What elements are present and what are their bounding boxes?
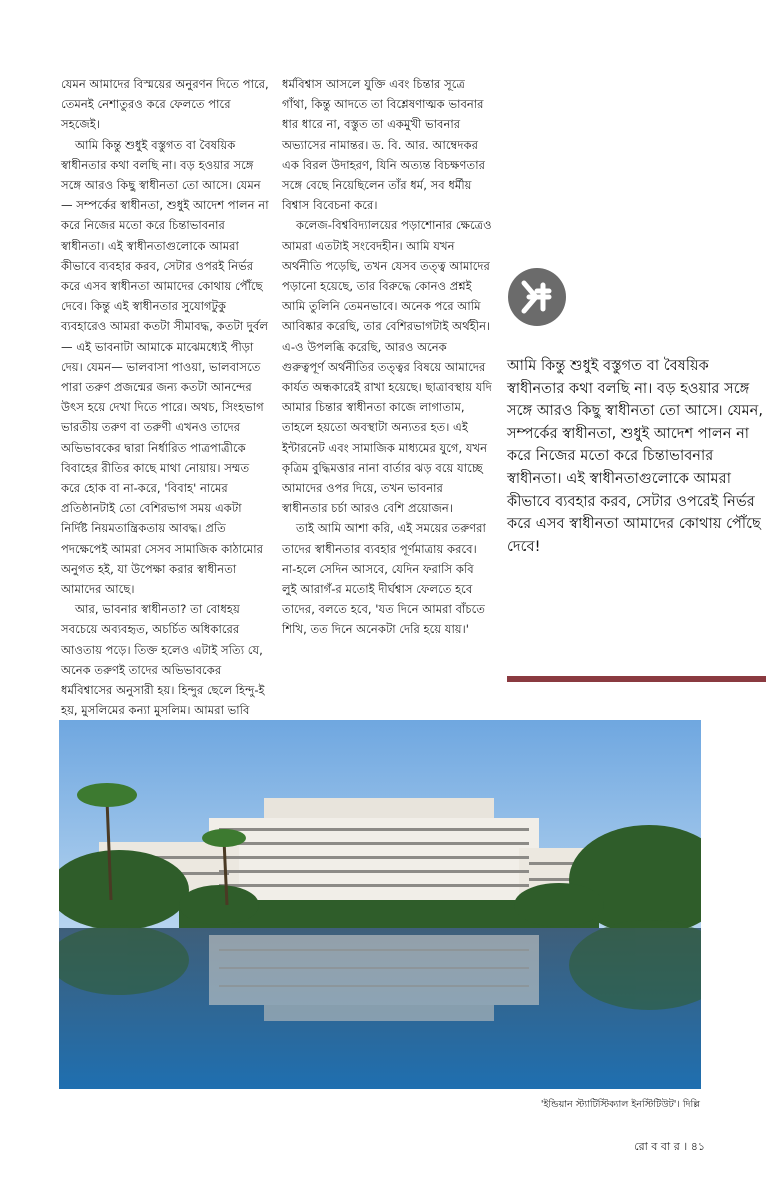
- paragraph: আর, ভাবনার স্বাধীনতা? তা বোধহয় সবচেয়ে অব্যবহৃত, অচর্চিত অধিকারের আওতায় পড়ে। তিক্ত হলেও এটাই সত্যি যে, অনেক তরুণই তাদের অভিভাবকের ধর্মবিশ্বাসের অনুসারী হয়। হিন্দুর ছেলে হিন্দু-ই হয়, মুসলিমের কন্যা মুসলিম। আমরা ভাবি: [61, 602, 265, 718]
- paragraph: যেমন আমাদের বিস্ময়ের অনুরণন দিতে পারে, তেমনই নেশাতুরও করে ফেলতে পারে সহজেই।: [61, 77, 269, 132]
- paragraph: ধর্মবিশ্বাস আসলে যুক্তি এবং চিন্তার সূত্রে গাঁথা, কিন্তু আদতে তা বিশ্লেষণাত্মক ভাবনার ধার ধারে না, বস্তুত তা একমুখী ভাবনার অভ্যাসের নামান্তর। ড. বি. আর. আম্বেদকর এক বিরল উদাহরণ, যিনি অত্যন্ত বিচক্ষণতার সঙ্গে বেছে নিয়েছিলেন তাঁর ধর্ম, সব ধর্মীয় বিশ্বাস বিবেচনা করে।: [282, 77, 485, 213]
- page-folio: রো ব বা র । ৪১: [634, 1140, 705, 1153]
- article-column-1: [61, 74, 271, 741]
- article-column-2: [282, 74, 492, 640]
- paragraph: আমি কিন্তু শুধুই বস্তুগত বা বৈষয়িক স্বাধীনতার কথা বলছি না। বড় হওয়ার সঙ্গে সঙ্গে আরও কিছু স্বাধীনতা তো আসে। যেমন— সম্পর্কের স্বাধীনতা, শুধুই আদেশ পালন না করে নিজের মতো করে চিন্তাভাবনার স্বাধীনতা। এই স্বাধীনতাগুলোকে আমরা কীভাবে ব্যবহার করব, সেটার ওপরই নির্ভর করে এসব স্বাধীনতা আমাদের কোথায় পৌঁছে দেবে। কিন্তু এই স্বাধীনতার সুযোগটুকু ব্যবহারেও আমরা কতটা সীমাবদ্ধ, কতটা দুর্বল— এই ভাবনাটা আমাকে মাঝেমধ্যেই পীড়া দেয়। যেমন— ভালবাসা পাওয়া, ভালবাসতে পারা তরুণ প্রজন্মের জন্য কতটা আনন্দের উৎস হয়ে দেখা দিতে পারে। অথচ, সিংহভাগ ভারতীয় তরুণ বা তরুণী এখনও তাদের অভিভাবকের দ্বারা নির্ধারিত পাত্রপাত্রীকে বিবাহের রীতির কাছে মাথা নোয়ায়। সম্মত করে হোক বা না-করে, 'বিবাহ' নামের প্রতিষ্ঠানটাই তো বেশিরভাগ সময় একটা নির্দিষ্ট নিয়মতান্ত্রিকতায় আবদ্ধ। প্রতি পদক্ষেপেই আমরা সেসব সামাজিক কাঠামোর অনুগত হই, যা উপেক্ষা করার স্বাধীনতা আমাদের আছে।: [61, 137, 269, 597]
- paragraph: তাই আমি আশা করি, এই সময়ের তরুণরা তাদের স্বাধীনতার ব্যবহার পূর্ণমাত্রায় করবে। না-হলে সেদিন আসবে, যেদিন ফরাসি কবি লুই আরাগঁ-র মতোই দীর্ঘশ্বাস ফেলতে হবে তাদের, বলতে হবে, 'যত দিনে আমরা বাঁচতে শিখি, তত দিনে অনেকটা দেরি হয়ে যায়।': [282, 521, 486, 637]
- pull-quote-divider: [507, 676, 766, 682]
- photo-caption: 'ইন্ডিয়ান স্ট্যাটিস্টিক্যাল ইনস্টিটিউট'। দিল্লি: [540, 1099, 700, 1110]
- paragraph: কলেজ-বিশ্ববিদ্যালয়ের পড়াশোনার ক্ষেত্রেও আমরা এতটাই সংবেদহীন। আমি যখন অর্থনীতি পড়েছি, তখন যেসব তত্ত্ব আমাদের পড়ানো হয়েছে, তার বিরুদ্ধে কোনও প্রশ্নই আমি তুলিনি তেমনভাবে। অনেক পরে আমি আবিষ্কার করেছি, তার বেশিরভাগটাই অর্থহীন। এ-ও উপলব্ধি করেছি, আরও অনেক গুরুত্বপূর্ণ অর্থনীতির তত্ত্বর বিষয়ে আমাদের কার্যত অন্ধকারেই রাখা হয়েছে। ছাত্রাবস্থায় যদি আমার চিন্তার স্বাধীনতা কাজে লাগাতাম, তাহলে হয়তো অবস্থাটা অন্যতর হত। এই ইন্টারনেট এবং সামাজিক মাধ্যমের যুগে, যখন কৃত্রিম বুদ্ধিমত্তার নানা বার্তার ঝড় বয়ে যাচ্ছে আমাদের ওপর দিয়ে, তখন ভাবনার স্বাধীনতার চর্চা আরও বেশি প্রয়োজন।: [282, 218, 492, 516]
- institute-photo: [59, 720, 701, 1089]
- section-logo-icon: [507, 267, 567, 327]
- pull-quote: আমি কিন্তু শুধুই বস্তুগত বা বৈষয়িক স্বাধীনতার কথা বলছি না। বড় হওয়ার সঙ্গে সঙ্গে আরও কিছু স্বাধীনতা তো আসে। যেমন, সম্পর্কের স্বাধীনতা, শুধুই আদেশ পালন না করে নিজের মতো করে চিন্তাভাবনার স্বাধীনতা। এই স্বাধীনতাগুলোকে আমরা কীভাবে ব্যবহার করব, সেটার ওপরেই নির্ভর করে এসব স্বাধীনতা আমাদের কোথায় পৌঁছে দেবে!: [507, 357, 764, 555]
